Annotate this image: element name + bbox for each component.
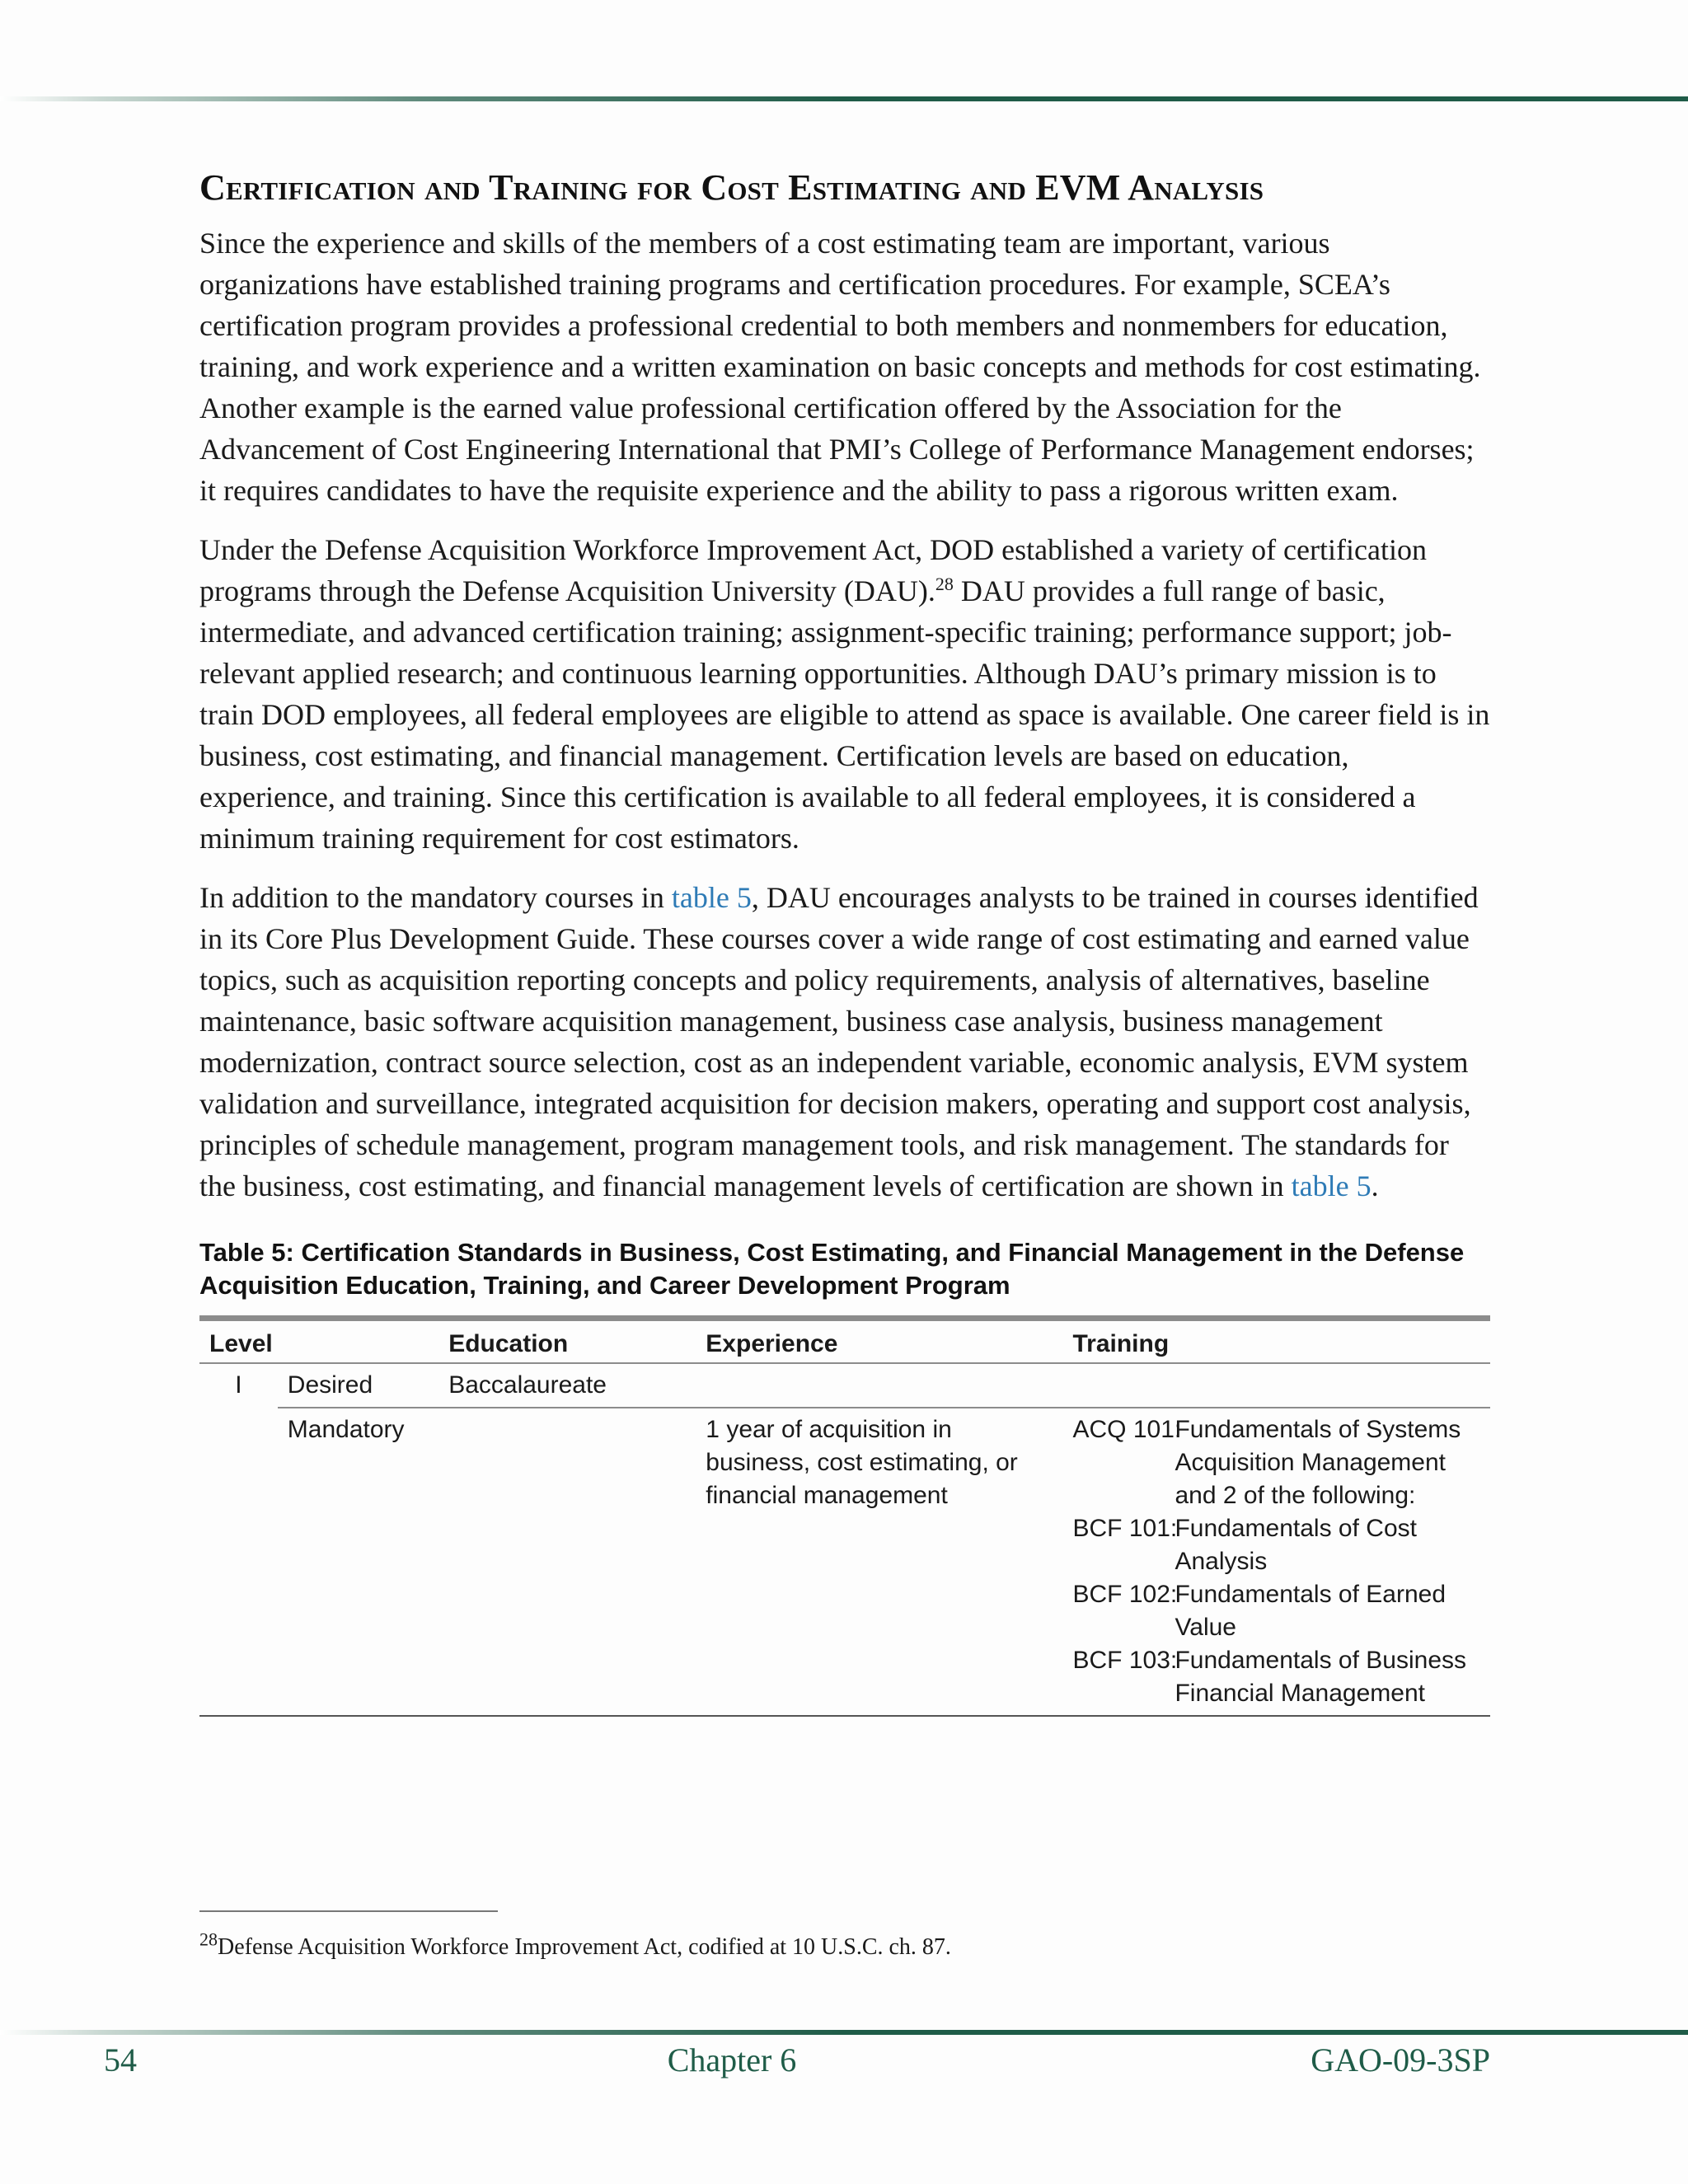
footnote-divider	[199, 1910, 498, 1912]
paragraph-3-text-a: In addition to the mandatory courses in	[199, 881, 672, 914]
experience-cell: 1 year of acquisition in business, cost estimating, or financial management	[696, 1408, 1062, 1716]
course-name: Fundamentals of Earned Value	[1175, 1581, 1447, 1641]
document-id: GAO-09-3SP	[1311, 2041, 1490, 2079]
course-code: ACQ 101:	[1072, 1416, 1182, 1443]
paragraph-2	[199, 529, 1490, 859]
course-name: Fundamentals of Systems Acquisition Management	[1175, 1416, 1461, 1476]
level-cell	[199, 1408, 278, 1716]
training-note: and 2 of the following:	[1175, 1482, 1416, 1509]
footnote-text: Defense Acquisition Workforce Improvement Act, codified at 10 U.S.C. ch. 87.	[218, 1934, 951, 1960]
course-code: BCF 101:	[1072, 1515, 1178, 1542]
table-5-link[interactable]: table 5	[671, 881, 752, 914]
table-row	[199, 1408, 1490, 1716]
table-header-row	[199, 1319, 1490, 1364]
training-course	[1072, 1644, 1480, 1710]
top-rule	[0, 96, 1688, 101]
paragraph-1: Since the experience and skills of the members of a cost estimating team are important, various organizations have established training programs and certification procedures. For example, SCEA’s certification program provides a professional credential to both members and nonmembers for education, training, and work experience and a written examination on basic concepts and methods for cost estimating. Another example is the earned value professional certification offered by the Association for the Advancement of Cost Engineering International that PMI’s College of Performance Management endorses; it requires candidates to have the requisite experience and the ability to pass a rigorous written exam.	[199, 227, 1481, 507]
table-5-link-2[interactable]: table 5	[1291, 1169, 1372, 1202]
training-course	[1072, 1512, 1480, 1578]
education-cell: Baccalaureate	[438, 1363, 696, 1408]
training-course	[1072, 1578, 1480, 1644]
header-education: Education	[438, 1319, 696, 1364]
experience-cell	[696, 1363, 1062, 1408]
header-training: Training	[1062, 1319, 1490, 1364]
training-cell	[1062, 1408, 1490, 1716]
table-row	[199, 1363, 1490, 1408]
paragraph-3	[199, 877, 1490, 1207]
bottom-rule	[0, 2030, 1688, 2035]
requirement-type: Mandatory	[278, 1408, 438, 1716]
footnote-ref-28[interactable]: 28	[935, 574, 954, 594]
certification-table	[199, 1315, 1490, 1717]
course-code: BCF 103:	[1072, 1647, 1178, 1674]
training-cell	[1062, 1363, 1490, 1408]
header-experience: Experience	[696, 1319, 1062, 1364]
paragraph-2-text-b: DAU provides a full range of basic, intermediate, and advanced certification training; assignment-specific training; performance support; job-relevant applied research; and continuous learning opportunities. Although DAU’s primary mission is to train DOD employees, all federal employees are eligible to attend as space is available. One career field is in business, cost estimating, and financial management. Certification levels are based on education, experience, and training. Since this certification is available to all federal employees, it is considered a minimum training requirement for cost estimators.	[199, 574, 1490, 855]
section-title: Certification and Training for Cost Estimating and EVM Analysis	[199, 167, 1264, 208]
paragraph-2-text-a: Under the Defense Acquisition Workforce Improvement Act, DOD established a variety of certification programs through the Defense Acquisition University (DAU).	[199, 533, 1427, 607]
footnote	[199, 1929, 1490, 1962]
footnote-number: 28	[199, 1929, 218, 1950]
training-course	[1072, 1413, 1480, 1479]
chapter-label: Chapter 6	[667, 2041, 797, 2079]
table-caption: Table 5: Certification Standards in Business, Cost Estimating, and Financial Management in the Defense Acquisition Education, Training, and Career Development Program	[199, 1238, 1465, 1300]
page-number: 54	[104, 2041, 137, 2079]
course-name: Fundamentals of Cost Analysis	[1175, 1515, 1417, 1575]
paragraph-3-text-b: , DAU encourages analysts to be trained in courses identified in its Core Plus Development Guide. These courses cover a wide range of cost estimating and earned value topics, such as acquisition reporting concepts and policy requirements, analysis of alternatives, baseline maintenance, basic software acquisition management, business case analysis, business management modernization, contract source selection, cost as an independent variable, economic analysis, EVM system validation and surveillance, integrated acquisition for decision makers, operating and support cost analysis, principles of schedule management, program management tools, and risk management. The standards for the business, cost estimating, and financial management levels of certification are shown in	[199, 881, 1479, 1202]
header-level: Level	[199, 1319, 438, 1364]
course-name: Fundamentals of Business Financial Management	[1175, 1647, 1467, 1707]
course-code: BCF 102:	[1072, 1581, 1178, 1608]
paragraph-3-text-c: .	[1371, 1169, 1379, 1202]
main-content	[199, 165, 1490, 1717]
education-cell	[438, 1408, 696, 1716]
level-cell: I	[235, 1371, 242, 1399]
requirement-type: Desired	[278, 1363, 438, 1408]
